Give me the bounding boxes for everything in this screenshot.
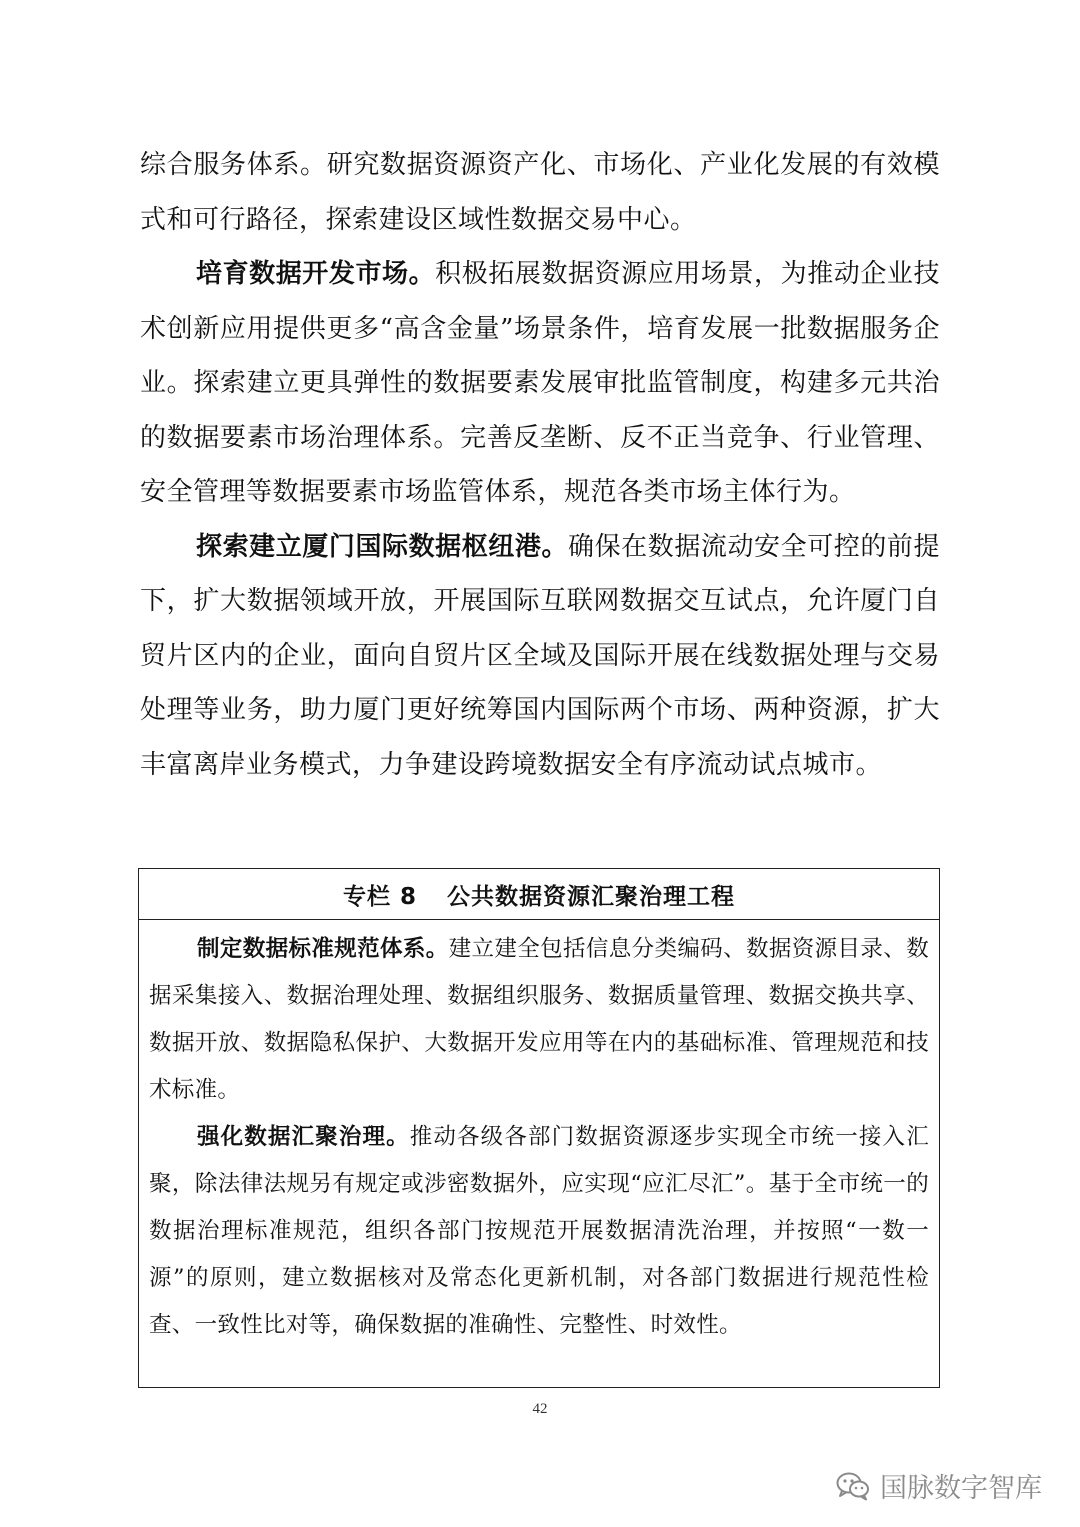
column-box [138,868,940,1388]
watermark-text: 国脉数字智库 [880,1473,1042,1504]
paragraph-3-text: 确保在数据流动安全可控的前提下，扩大数据领域开放，开展国际互联网数据交互试点，允许厦门自贸片区内的企业，面向自贸片区全域及国际开展在线数据处理与交易处理等业务，助力厦门更好统筹国内国际两个市场、两种资源，扩大丰富离岸业务模式，力争建设跨境数据安全有序流动试点城市。 [140,531,940,780]
paragraph-2-text: 积极拓展数据资源应用场景，为推动企业技术创新应用提供更多“高含金量”场景条件，培育发展一批数据服务企业。探索建立更具弹性的数据要素发展审批监管制度，构建多元共治的数据要素市场治理体系。完善反垄断、反不正当竞争、行业管理、安全管理等数据要素市场监管体系，规范各类市场主体行为。 [140,259,940,507]
column-box-item-1-lead: 制定数据标准规范体系。 [197,936,449,962]
watermark [836,1466,1042,1505]
column-box-item-2-lead: 强化数据汇聚治理。 [197,1124,410,1150]
paragraph-2 [140,247,940,520]
paragraph-3-lead: 探索建立厦门国际数据枢纽港。 [196,531,569,562]
paragraph-1 [140,138,940,247]
paragraph-1-text: 综合服务体系。研究数据资源资产化、市场化、产业化发展的有效模式和可行路径，探索建设区域性数据交易中心。 [140,150,940,235]
page-number: 42 [532,1401,548,1417]
body-text [140,138,940,792]
column-box-label: 专栏 8 [342,883,417,910]
paragraph-2-lead: 培育数据开发市场。 [196,259,436,289]
column-box-title: 公共数据资源汇聚治理工程 [447,883,735,910]
column-box-item-2 [149,1114,929,1349]
column-box-item-2-text: 推动各级各部门数据资源逐步实现全市统一接入汇聚，除法律法规另有规定或涉密数据外，应实现“应汇尽汇”。基于全市统一的数据治理标准规范，组织各部门按规范开展数据清洗治理，并按照“一数一源”的原则，建立数据核对及常态化更新机制，对各部门数据进行规范性检查、一致性比对等，确保数据的准确性、完整性、时效性。 [149,1124,929,1338]
paragraph-3 [140,520,940,793]
column-box-item-1-text: 建立建全包括信息分类编码、数据资源目录、数据采集接入、数据治理处理、数据组织服务、数据质量管理、数据交换共享、数据开放、数据隐私保护、大数据开发应用等在内的基础标准、管理规范和技术标准。 [149,936,929,1103]
wechat-icon [836,1471,870,1501]
column-box-body [139,920,939,1349]
column-box-item-1 [149,926,929,1114]
column-box-header [139,869,939,920]
